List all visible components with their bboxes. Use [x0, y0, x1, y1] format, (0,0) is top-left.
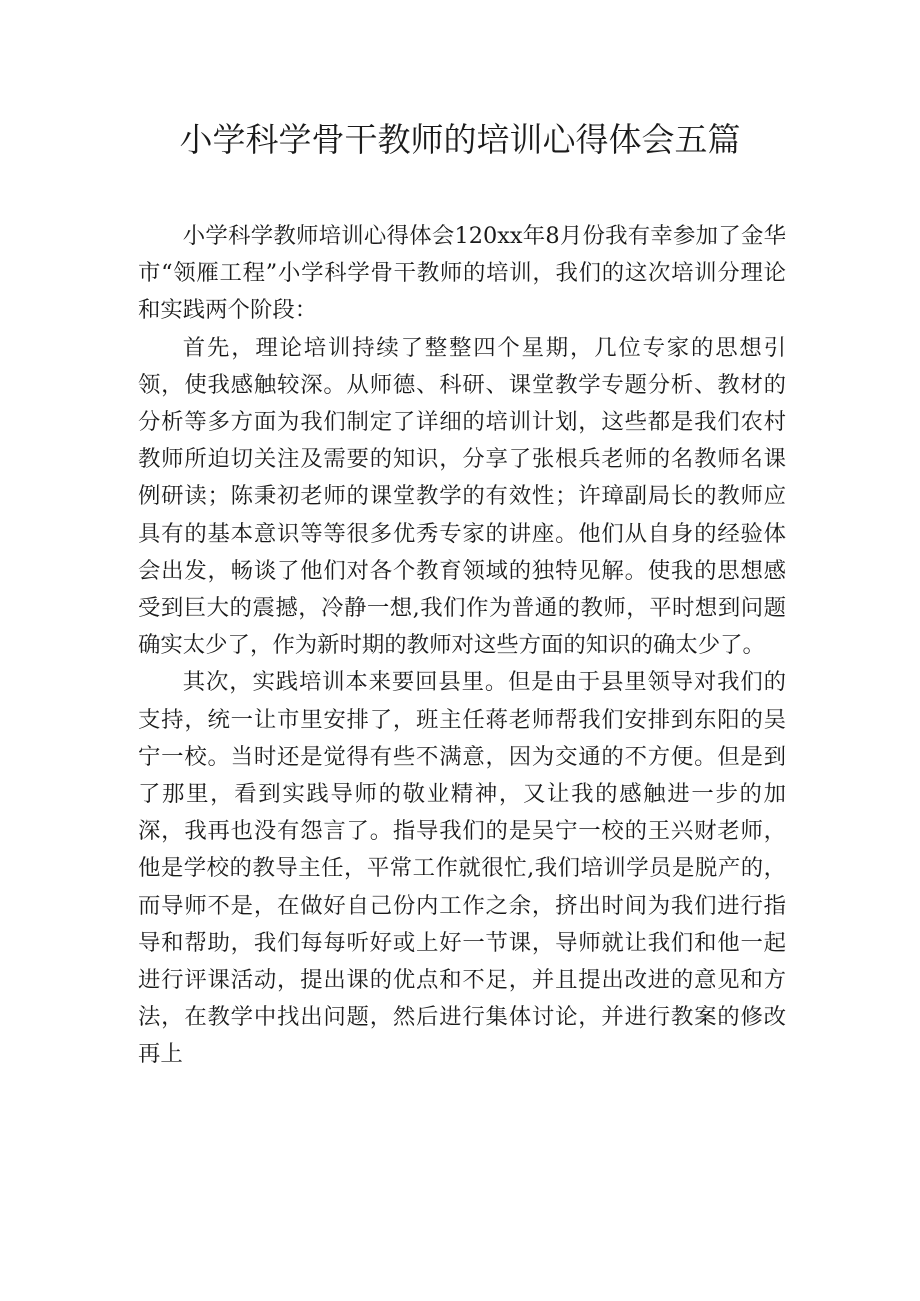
- paragraph-practice-training: 其次，实践培训本来要回县里。但是由于县里领导对我们的支持，统一让市里安排了，班主任蒋老师帮我们安排到东阳的吴宁一校。当时还是觉得有些不满意，因为交通的不方便。但是到了那里，看到实践导师的敬业精神，又让我的感触进一步的加深，我再也没有怨言了。指导我们的是吴宁一校的王兴财老师，他是学校的教导主任，平常工作就很忙,我们培训学员是脱产的，而导师不是，在做好自己份内工作之余，挤出时间为我们进行指导和帮助，我们每每听好或上好一节课，导师就让我们和他一起进行评课活动，提出课的优点和不足，并且提出改进的意见和方法，在教学中找出问题，然后进行集体讨论，并进行教案的修改再上: [138, 669, 786, 1068]
- paragraph-intro: 小学科学教师培训心得体会120xx年8月份我有幸参加了金华市“领雁工程”小学科学骨干教师的培训，我们的这次培训分理论和实践两个阶段：: [138, 223, 786, 324]
- document-body: [138, 218, 786, 1074]
- document-title: 小学科学骨干教师的培训心得体会五篇: [179, 120, 741, 159]
- paragraph-theory-training: 首先，理论培训持续了整整四个星期，几位专家的思想引领，使我感触较深。从师德、科研、课堂教学专题分析、教材的分析等多方面为我们制定了详细的培训计划，这些都是我们农村教师所迫切关注及需要的知识，分享了张根兵老师的名教师名课例研读；陈秉初老师的课堂教学的有效性；许璋副局长的教师应具有的基本意识等等很多优秀专家的讲座。他们从自身的经验体会出发，畅谈了他们对各个教育领域的独特见解。使我的思想感受到巨大的震撼，冷静一想,我们作为普通的教师，平时想到问题确实太少了，作为新时期的教师对这些方面的知识的确太少了。: [138, 334, 786, 659]
